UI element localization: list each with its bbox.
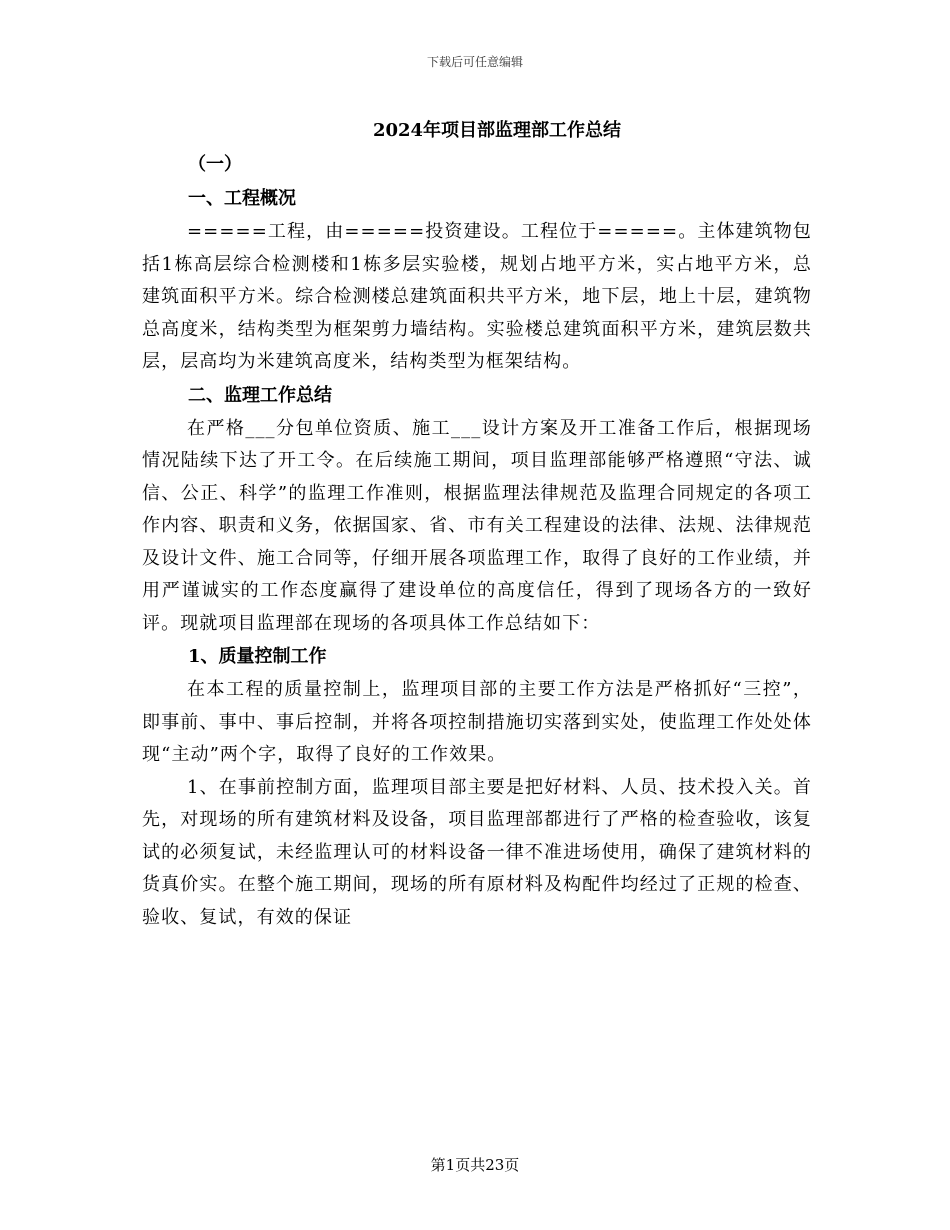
section-heading-quality-control: 1、质量控制工作 (188, 646, 327, 667)
paragraph-quality-control-intro: 在本工程的质量控制上，监理项目部的主要工作方法是严格抓好“三控”，即事前、事中、事后控制，并将各项控制措施切实落到实处，使监理工作处处体现“主动”两个字，取得了良好的工作效果。 (142, 679, 812, 765)
document-part-label: （一） (188, 154, 242, 175)
paragraph-overview: =====工程，由=====投资建设。工程位于=====。主体建筑物包括1栋高层综合检测楼和1栋多层实验楼，规划占地平方米，实占地平方米，总建筑面积平方米。综合检测楼总建筑面积共平方米，地下层，地上十层，建筑物总高度米，结构类型为框架剪力墙结构。实验楼总建筑面积平方米，建筑层数共层，层高均为米建筑高度米，结构类型为框架结构。 (142, 221, 812, 372)
section-heading-supervision-summary: 二、监理工作总结 (188, 384, 332, 406)
paragraph-supervision-summary: 在严格___分包单位资质、施工___设计方案及开工准备工作后，根据现场情况陆续下达了开工令。在后续施工期间，项目监理部能够严格遵照“守法、诚信、公正、科学”的监理工作准则，根据监理法律规范及监理合同规定的各项工作内容、职责和义务，依据国家、省、市有关工程建设的法律、法规、法律规范及设计文件、施工合同等，仔细开展各项监理工作，取得了良好的工作业绩，并用严谨诚实的工作态度赢得了建设单位的高度信任，得到了现场各方的一致好评。现就项目监理部在现场的各项具体工作总结如下： (142, 417, 812, 634)
document-title: 2024年项目部监理部工作总结 (372, 120, 622, 141)
section-heading-overview: 一、工程概况 (188, 188, 296, 209)
document-body (142, 110, 812, 934)
page-number-footer: 第1页共23页 (430, 1156, 520, 1174)
paragraph-quality-control-pre: 1、在事前控制方面，监理项目部主要是把好材料、人员、技术投入关。首先，对现场的所有建筑材料及设备，项目监理部都进行了严格的检查验收，该复试的必须复试，未经监理认可的材料设备一律不准进场使用，确保了建筑材料的货真价实。在整个施工期间，现场的所有原材料及构配件均经过了正规的检查、验收、复试，有效的保证 (142, 776, 812, 928)
page-header-note: 下载后可任意编辑 (426, 55, 523, 69)
